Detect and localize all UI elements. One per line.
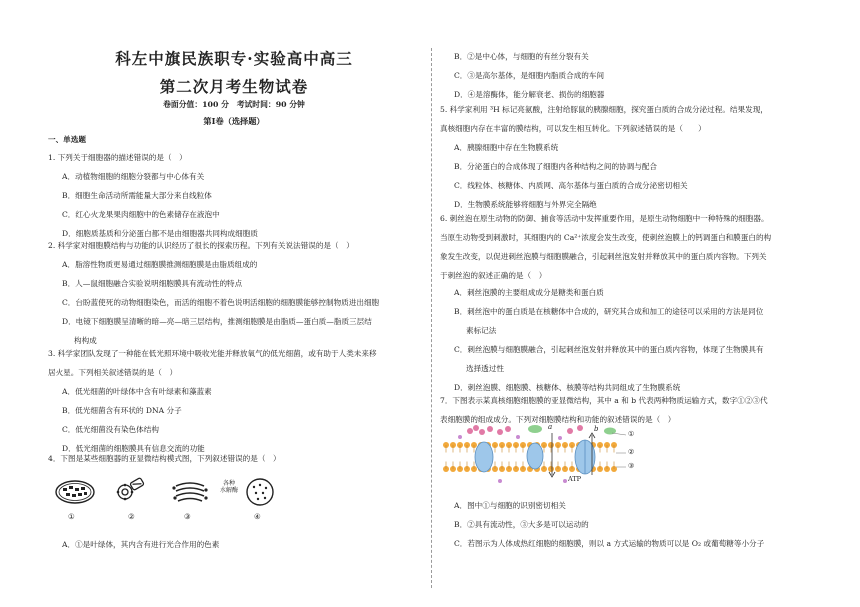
q4-option-d: D．④是溶酶体，能分解衰老、损伤的细胞器	[454, 90, 605, 99]
q1-option-d: D．细胞质基质和分泌蛋白都不是由细胞器共同构成细胞质	[62, 229, 258, 238]
q7-option-c: C．若图示为人体成热红细胞的细胞膜，则以 a 方式运输的物质可以是 O₂ 或葡萄糖等小分子	[454, 539, 765, 548]
section-heading: 一、单选题	[48, 135, 86, 144]
label-a: a	[548, 423, 553, 431]
figure1-label-1: ①	[68, 512, 75, 521]
q6-option-c: C．刺丝泡膜与细胞膜融合，引起刺丝泡发射并释放其中的蛋白质内容物，体现了生物膜具有	[454, 345, 764, 354]
question-7: 7．下图表示某真核细胞细胞膜的亚显微结构，其中 a 和 b 代表两种物质运输方式，数字①②③代	[440, 396, 768, 405]
lysosome-diagram	[244, 476, 276, 508]
question-6-cont2: 象发生改变，以促进刺丝泡膜与细胞膜融合，引起刺丝泡发射并释放其中的蛋白质内容物。下列关	[440, 252, 767, 261]
q6-option-b: B．刺丝泡中的蛋白质是在核糖体中合成的，研究其合成和加工的途径可以采用的方法是同位	[454, 307, 764, 316]
q4-option-a: A．①是叶绿体，其内含有进行光合作用的色素	[62, 540, 220, 549]
chloroplast-diagram	[54, 478, 96, 506]
q1-option-a: A．动植物细胞的细胞分裂都与中心体有关	[62, 172, 205, 181]
q6-option-c-cont: 选择透过性	[466, 364, 504, 373]
figure1-label-3: ③	[184, 512, 191, 521]
question-7-cont: 表细胞膜的组成成分。下列对细胞膜结构和功能的叙述错误的是（ ）	[440, 415, 676, 424]
q6-option-d: D．刺丝泡膜、细胞膜、核糖体、核膜等结构共同组成了生物膜系统	[454, 383, 681, 392]
q5-option-c: C．线粒体、核糖体、内质网、高尔基体与蛋白质的合成分泌密切相关	[454, 181, 688, 190]
q7-option-a: A．图中①与细胞的识别密切相关	[454, 501, 566, 510]
q6-option-a: A．刺丝泡膜的主要组成成分是糖类和蛋白质	[454, 288, 604, 297]
membrane-protein	[527, 443, 543, 469]
cell-membrane-figure	[440, 423, 640, 491]
q2-option-a: A．脂溶性物质更易通过细胞膜推测细胞膜是由脂质组成的	[62, 260, 258, 269]
organelle-figure	[48, 472, 288, 532]
q6-option-b-cont: 素标记法	[466, 326, 497, 335]
lysosome-note-1: 各种	[223, 480, 236, 487]
label-b: b	[594, 425, 599, 433]
membrane-label-3: ③	[628, 462, 635, 470]
membrane-protein	[475, 442, 493, 472]
exam-title-line1: 科左中旗民族职专·实验高中高三	[115, 49, 353, 68]
q2-option-c: C．台盼蓝使死的动物细胞染色，而活的细胞不着色说明活细胞的细胞膜能够控制物质进出细胞	[62, 298, 380, 307]
q4-option-b: B．②是中心体，与细胞的有丝分裂有关	[454, 52, 589, 61]
question-4: 4．下图是某些细胞器的亚显微结构模式图，下列叙述错误的是（ ）	[48, 454, 281, 463]
q7-option-b: B．②具有流动性，③大多是可以运动的	[454, 520, 589, 529]
membrane-label-1: ①	[628, 430, 635, 438]
q5-option-b: B．分泌蛋白的合成体现了细胞内各种结构之间的协调与配合	[454, 162, 658, 171]
q5-option-d: D．生物膜系统能够将细胞与外界完全隔绝	[454, 200, 597, 209]
question-3-cont: 居火星。下列相关叙述错误的是（ ）	[48, 368, 178, 377]
q4-option-c: C．③是高尔基体，是细胞内脂质合成的车间	[454, 71, 605, 80]
q1-option-b: B．细胞生命活动所需能量大部分来自线粒体	[62, 191, 212, 200]
q5-option-a: A．胰腺细胞中存在生物膜系统	[454, 143, 559, 152]
question-3: 3. 科学家团队发现了一种能在低光照环境中吸收光能并释放氧气的低光细菌，或有助于人类未来移	[48, 349, 377, 358]
question-5: 5. 科学家利用 ³H 标记亮氨酸，注射给豚鼠的胰腺细胞，探究蛋白质的合成分泌过程。结果发现，	[440, 105, 768, 114]
exam-title-line2: 第二次月考生物试卷	[159, 77, 309, 96]
q3-option-c: C．低光细菌没有染色体结构	[62, 425, 159, 434]
q2-option-d: D．电镜下细胞膜呈清晰的暗—亮—暗三层结构，推测细胞膜是由脂质—蛋白质—脂质三层结	[62, 317, 372, 326]
part-heading: 第Ⅰ卷（选择题）	[203, 116, 265, 126]
q3-option-b: B．低光细菌含有环状的 DNA 分子	[62, 406, 182, 415]
q3-option-d: D．低光细菌的细胞膜具有信息交流的功能	[62, 444, 205, 453]
q2-option-b: B．人—鼠细胞融合实验说明细胞膜具有流动性的特点	[62, 279, 243, 288]
q3-option-a: A．低光细菌的叶绿体中含有叶绿素和藻蓝素	[62, 387, 212, 396]
label-atp: ATP	[568, 475, 582, 483]
exam-meta: 卷面分值：100 分 考试时间：90 分钟	[163, 100, 305, 109]
question-5-cont: 真核细胞内存在丰富的膜结构，可以发生相互转化。下列叙述错误的是（ ）	[440, 124, 706, 133]
question-2: 2. 科学家对细胞膜结构与功能的认识经历了很长的探索历程。下列有关说法错误的是（ ）	[48, 241, 354, 250]
question-1: 1. 下列关于细胞器的描述错误的是（ ）	[48, 153, 187, 162]
q1-option-c: C．红心火龙果果肉细胞中的色素储存在液泡中	[62, 210, 220, 219]
centrosome-diagram	[114, 476, 148, 508]
lysosome-note-2: 水解酶	[220, 487, 239, 494]
question-6-cont3: 于刺丝泡的叙述正确的是（ ）	[440, 271, 547, 280]
column-divider	[431, 48, 432, 588]
q2-option-d-cont: 构构成	[74, 336, 97, 345]
figure1-label-2: ②	[128, 512, 135, 521]
question-6-cont1: 当原生动物受到刺激时，其细胞内的 Ca²⁺浓度会发生改变，使刺丝泡膜上的钙调蛋白和膜蛋白的构	[440, 233, 772, 242]
figure1-label-4: ④	[254, 512, 261, 521]
membrane-label-2: ②	[628, 448, 635, 456]
golgi-diagram	[170, 478, 210, 506]
question-6: 6. 刺丝泡在原生动物的防御、捕食等活动中发挥重要作用，是原生动物细胞中一种特殊的细胞器。	[440, 214, 769, 223]
